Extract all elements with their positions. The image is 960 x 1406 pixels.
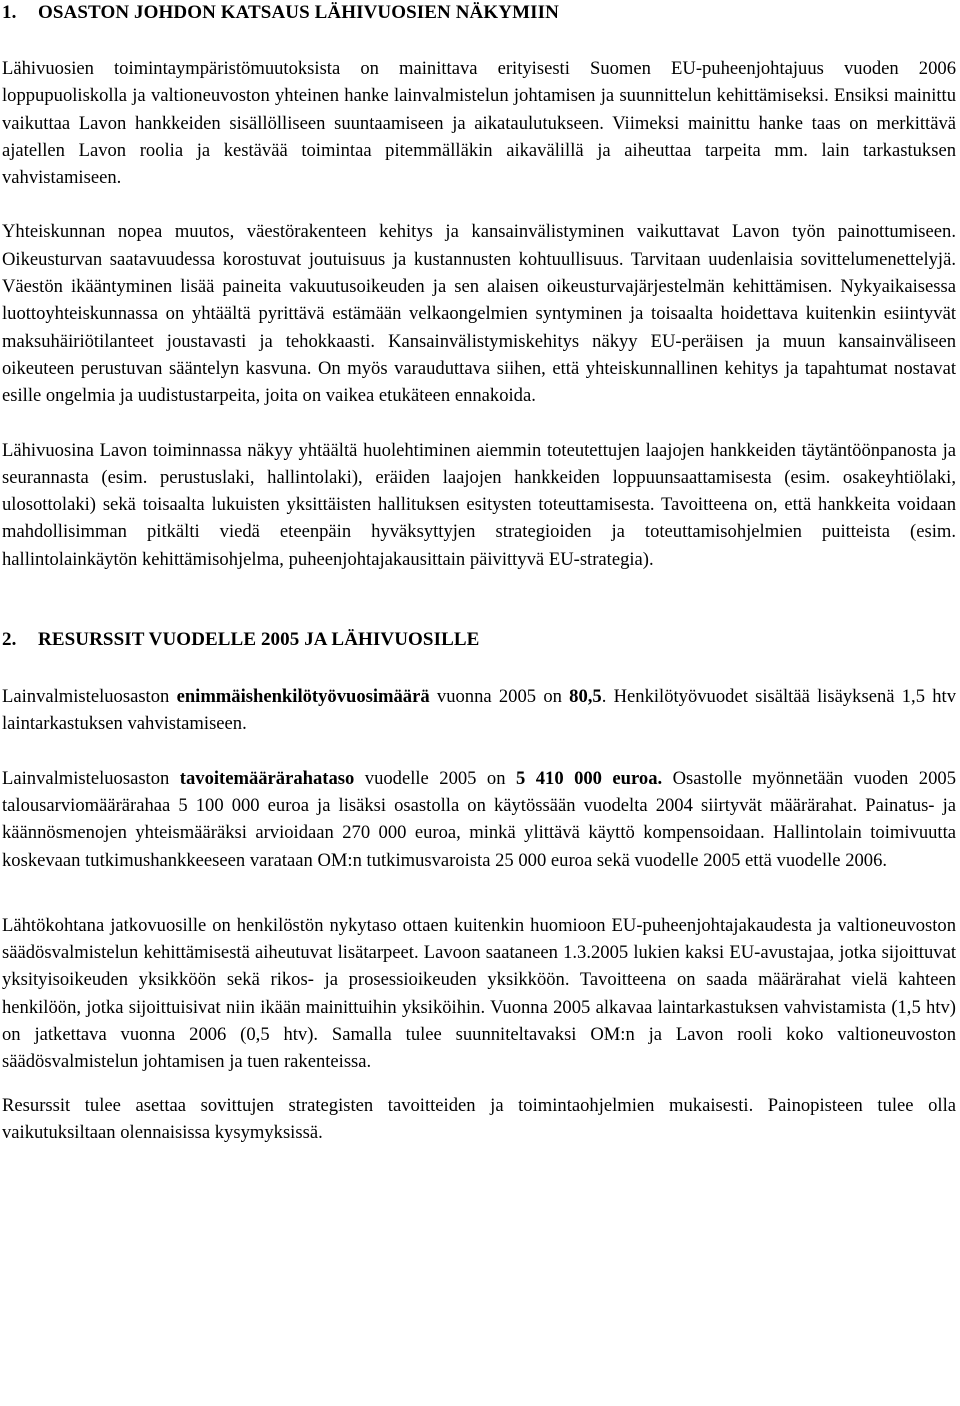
section-1-paragraph-1: Lähivuosien toimintaympäristömuutoksista on mainittava erityisesti Suomen EU-puheenjohtajuus vuoden 2006 loppupuoliskolla ja valtioneuvoston yhteinen hanke lainvalmistelun johtamisen ja suunnittelun kehittämiseksi. Ensiksi mainittu vaikuttaa Lavon hankkeiden sisällölliseen suuntaamiseen ja aikataulutukseen. Viimeksi mainittu hanke taas on merkittävä ajatellen Lavon roolia ja kestävää toimintaa pitemmälläkin aikavälillä ja aiheuttaa tarpeita mm. lain tarkastuksen vahvistamiseen. [2,58,956,189]
section-1-paragraph-3: Lähivuosina Lavon toiminnassa näkyy yhtäältä huolehtiminen aiemmin toteutettujen laajojen hankkeiden täytäntöönpanosta ja seurannasta (esim. perustuslaki, hallintolaki), eräiden laajojen hankkeiden loppuunsaattamisesta (esim. osakeyhtiölaki, ulosottolaki) sekä toisaalta lukuisten yksittäisten hallituksen esitysten toteuttamisesta. Tavoitteena on, että hankkeita voidaan mahdollisimman pitkälti viedä eteenpäin hyväksyttyjen strategioiden ja toteuttamisohjelmien puitteista (esim. hallintolainkäytön kehittämisohjelma, puheenjohtajakausittain päivittyvä EU-strategia). [2,439,956,570]
s2p1-text-e: . Henkilötyövuodet sisältää lisäyksenä 1,5 htv laintarkastuksen vahvistamiseen. [2,686,956,735]
s2p1-bold-htv-term: enimmäishenkilötyövuosimäärä [176,686,430,708]
s2p1-text-c: vuonna 2005 on [429,686,570,708]
s2p2-text-a: Lainvalmisteluosaston [2,767,180,789]
section-2 [2,627,956,1146]
section-2-heading [2,627,956,653]
section-2-paragraph-2 [2,765,956,874]
section-1-number: 1. [2,2,17,23]
s2p1-bold-htv-value: 80,5 [569,686,602,708]
s2p2-text-c: vuodelle 2005 on [354,767,516,789]
section-1 [2,0,956,573]
section-2-number: 2. [2,629,17,651]
section-1-heading [2,0,956,26]
s2p1-text-a: Lainvalmisteluosaston [2,686,177,708]
section-2-title: RESURSSIT VUODELLE 2005 JA LÄHIVUOSILLE [38,629,480,651]
s2p2-bold-budget-value: 5 410 000 euroa. [515,767,663,789]
section-2-paragraph-3: Lähtökohtana jatkovuosille on henkilöstön nykytaso ottaen kuitenkin huomioon EU-puheenjohtajakaudesta ja valtioneuvoston säädösvalmistelun kehittämisestä aiheutuvat lisätarpeet. Lavoon saataneen 1.3.2005 lukien kaksi EU-avustajaa, jotka sijoittuvat yksityisoikeuden yksikköön sekä rikos- ja prosessioikeuden yksikköön. Tavoitteena on saada määrärahat vielä kahteen henkilöön, jotka sijoittuisivat niin ikään mainittuihin yksiköihin. Vuonna 2005 alkavaa laintarkastuksen vahvistamista (1,5 htv) on jatkettava vuonna 2006 (0,5 htv). Samalla tulee suunniteltavaksi OM:n ja Lavon rooli koko valtioneuvoston säädösvalmistelun johtamisen ja tuen rakenteissa. [2,914,956,1073]
s2p2-text-e: Osastolle myönnetään vuoden 2005 talousarviomäärärahaa 5 100 000 euroa ja lisäksi osastolla on käytössään vuodelta 2004 siirtyvät määrärahat. Painatus- ja käännösmenojen yhteismääräksi arvioidaan 270 000 euroa, minkä ylittävä käyttö kompensoidaan. Hallintolain toimivuutta koskevaan tutkimushankkeeseen varataan OM:n tutkimusvaroista 25 000 euroa sekä vuodelle 2005 että vuodelle 2006. [2,767,956,871]
section-1-title: OSASTON JOHDON KATSAUS LÄHIVUOSIEN NÄKYMIIN [38,2,559,23]
section-2-paragraph-4: Resurssit tulee asettaa sovittujen strategisten tavoitteiden ja toimintaohjelmien mukaisesti. Painopisteen tulee olla vaikutuksiltaan olennaisissa kysymyksissä. [2,1094,956,1143]
s2p2-bold-budget-term: tavoitemäärärahataso [179,767,355,789]
section-2-paragraph-1 [2,683,956,738]
section-1-paragraph-2: Yhteiskunnan nopea muutos, väestörakenteen kehitys ja kansainvälistyminen vaikuttavat Lavon työn painottumiseen. Oikeusturvan saatavuudessa korostuvat joutuisuus ja kustannusten kohtuullisuus. Tarvitaan uudenlaisia sovittelumenettelyjä. Väestön ikääntyminen lisää paineita vakuutusoikeuden ja sen alaisen oikeusturvajärjestelmän kehittämisen. Nykyaikaisessa luottoyhteiskunnassa on yhtäältä pyrittävä estämään velkaongelmien syntyminen ja toisaalta hoidettava kuitenkin esiintyvät maksuhäiriötilanteet joustavasti ja tehokkaasti. Kansainvälistymiskehitys näkyy EU-peräisen ja muun kansainväliseen oikeuteen perustuvan sääntelyn kasvuna. On myös varauduttava siihen, että yhteiskunnallinen kehitys ja tapahtumat nostavat esille ongelmia ja uudistustarpeita, joita on vaikea etukäteen ennakoida. [2,221,956,407]
